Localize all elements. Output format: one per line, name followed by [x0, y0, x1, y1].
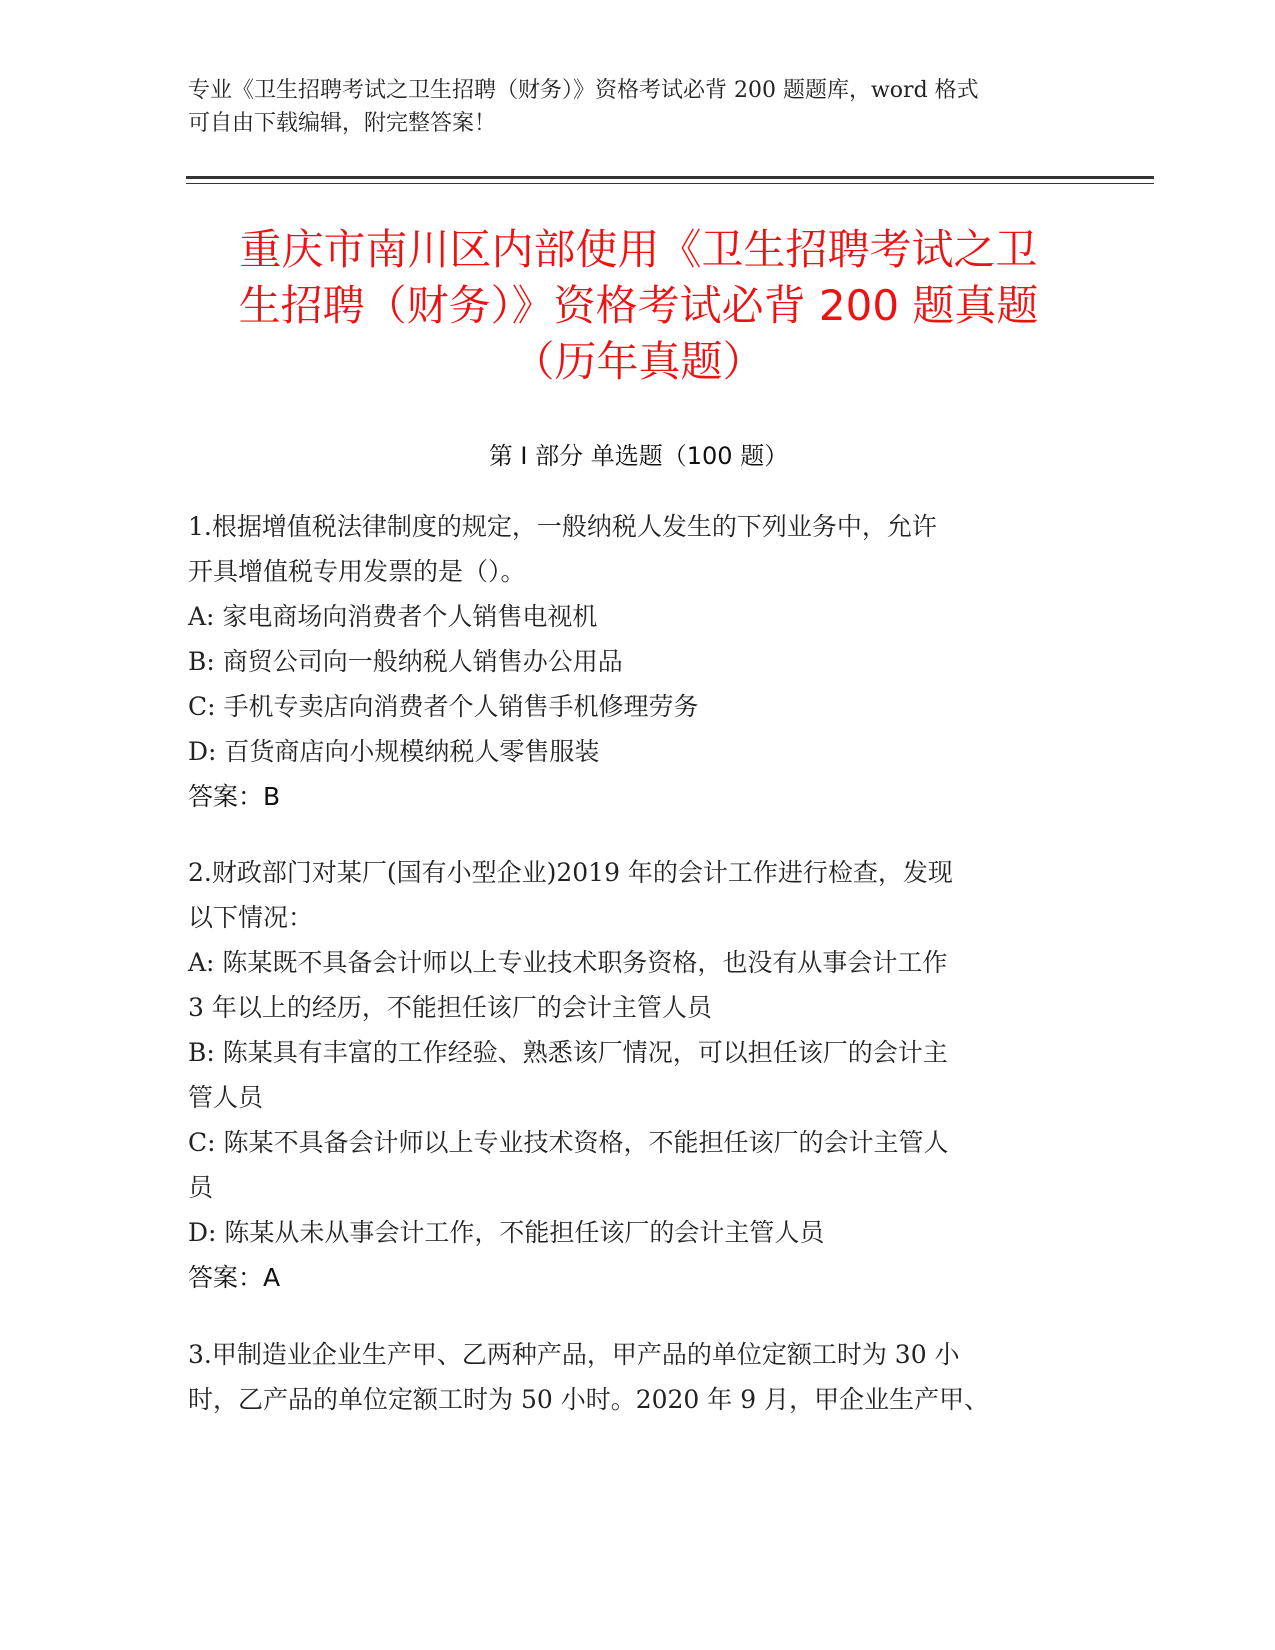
option-c-continued: 员 [188, 1173, 214, 1202]
header-note-line: 专业《卫生招聘考试之卫生招聘（财务）》资格考试必背 200 题题库，word 格式 [188, 78, 979, 103]
option-b: B: 商贸公司向一般纳税人销售办公用品 [188, 647, 623, 676]
section-heading: 第 I 部分 单选题（100 题） [488, 442, 789, 470]
title-line: 生招聘（财务）》资格考试必背 200 题真题 [238, 281, 1039, 330]
answer-value: B [263, 782, 281, 811]
option-a: A: 陈某既不具备会计师以上专业技术职务资格，也没有从事会计工作 [188, 948, 948, 977]
question-text: 3.甲制造业企业生产甲、乙两种产品，甲产品的单位定额工时为 30 小 [188, 1340, 960, 1369]
option-a-continued: 3 年以上的经历，不能担任该厂的会计主管人员 [188, 993, 712, 1022]
answer-line [188, 774, 1073, 819]
answer-line [188, 1255, 1073, 1300]
document-title [186, 222, 1091, 390]
answer-label: 答案： [188, 1263, 264, 1292]
question-1 [188, 504, 1073, 819]
question-text: 开具增值税专用发票的是（）。 [188, 557, 526, 586]
question-3 [188, 1332, 1073, 1422]
option-c: C: 陈某不具备会计师以上专业技术资格，不能担任该厂的会计主管人 [188, 1128, 949, 1157]
option-b-continued: 管人员 [188, 1083, 264, 1112]
header-divider-thick [186, 176, 1154, 179]
question-text: 2.财政部门对某厂(国有小型企业)2019 年的会计工作进行检查，发现 [188, 858, 953, 887]
question-text: 以下情况： [188, 903, 314, 932]
answer-value: A [263, 1263, 281, 1292]
header-divider-thin [186, 183, 1154, 184]
header-note-line: 可自由下载编辑，附完整答案！ [188, 111, 497, 136]
option-d: D: 百货商店向小规模纳税人零售服装 [188, 737, 600, 766]
option-b: B: 陈某具有丰富的工作经验、熟悉该厂情况，可以担任该厂的会计主 [188, 1038, 948, 1067]
option-d: D: 陈某从未从事会计工作，不能担任该厂的会计主管人员 [188, 1218, 825, 1247]
answer-label: 答案： [188, 782, 264, 811]
question-text: 时，乙产品的单位定额工时为 50 小时。2020 年 9 月，甲企业生产甲、 [188, 1385, 990, 1414]
title-line: 重庆市南川区内部使用《卫生招聘考试之卫 [239, 225, 1038, 274]
header-note [188, 74, 1068, 140]
option-c: C: 手机专卖店向消费者个人销售手机修理劳务 [188, 692, 699, 721]
question-2 [188, 850, 1073, 1300]
title-line: （历年真题） [512, 337, 765, 386]
question-text: 1.根据增值税法律制度的规定，一般纳税人发生的下列业务中，允许 [188, 512, 937, 541]
option-a: A: 家电商场向消费者个人销售电视机 [188, 602, 598, 631]
